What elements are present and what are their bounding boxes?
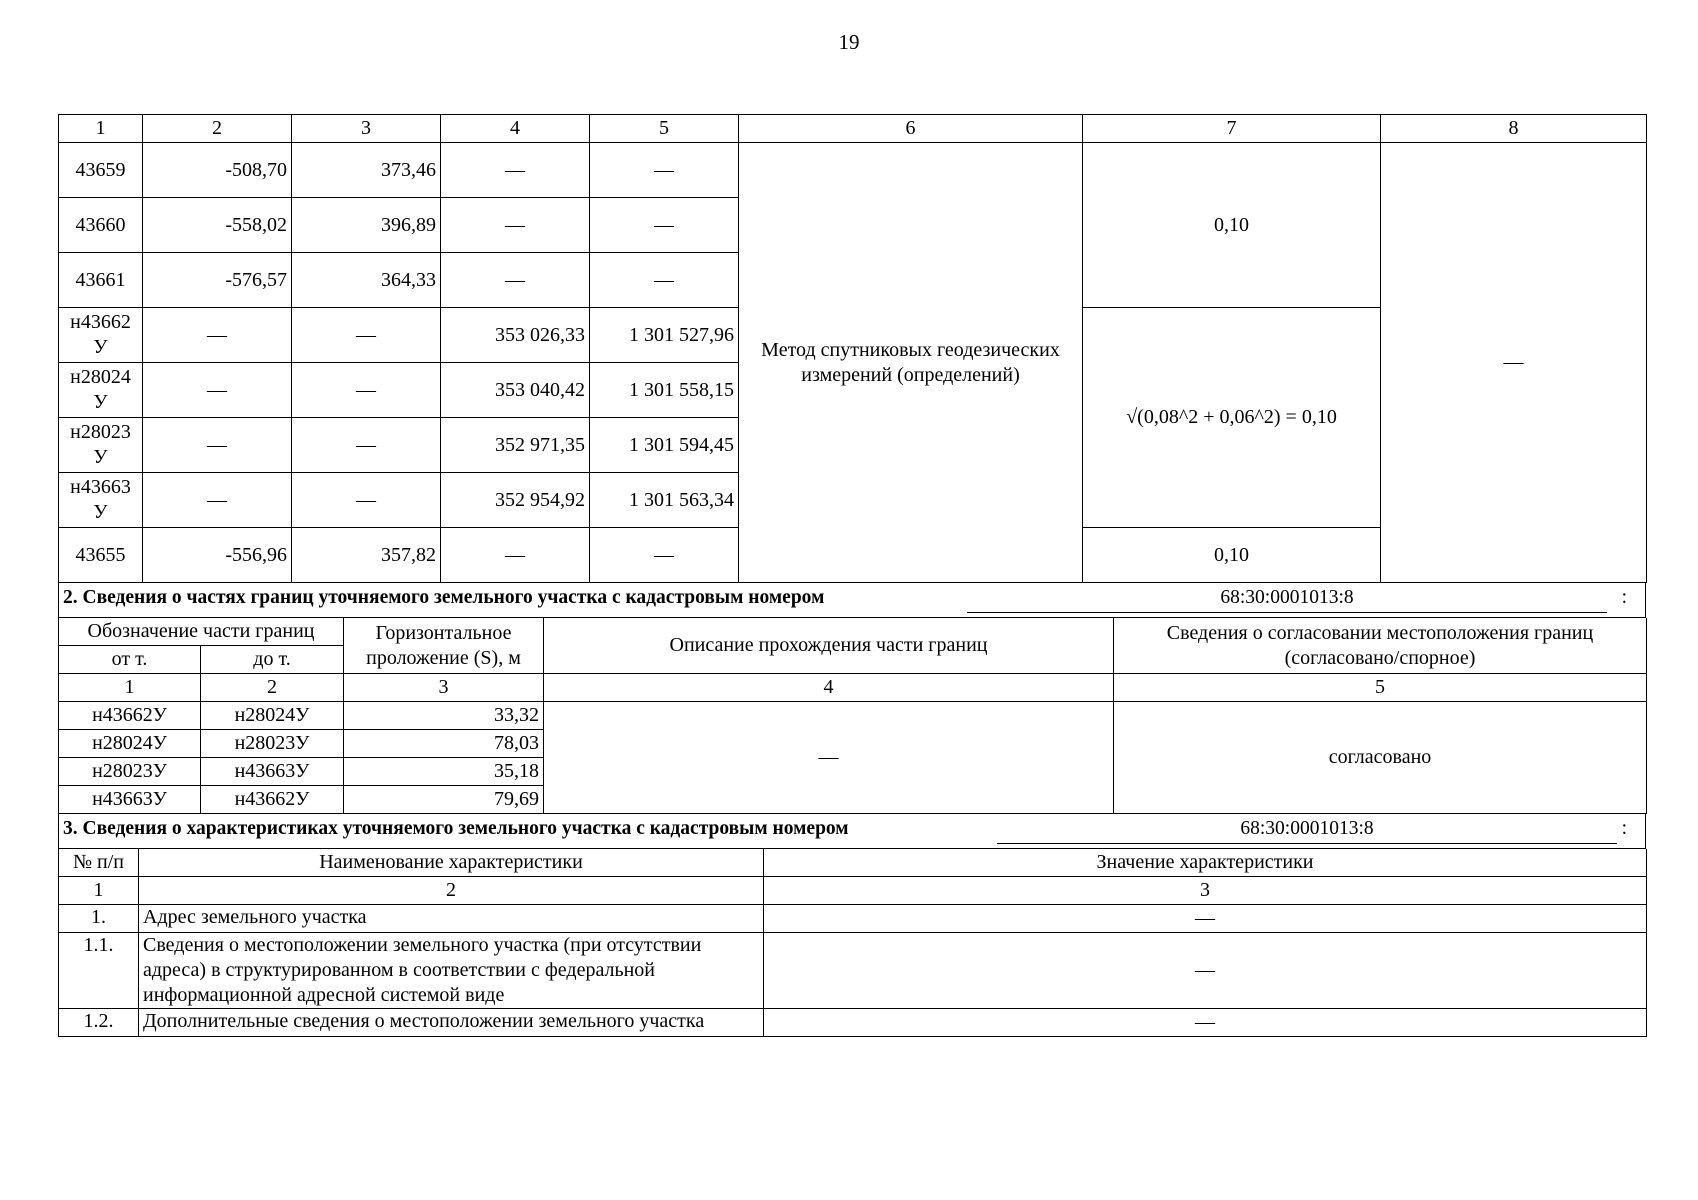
section-3-cadastral-number: 68:30:0001013:8	[997, 818, 1617, 844]
col-number: 2	[139, 877, 764, 905]
cell-y-new: —	[590, 143, 739, 198]
col-number: 5	[1114, 674, 1647, 702]
characteristic-name: Адрес земельного участка	[139, 905, 764, 933]
characteristic-value: —	[764, 1009, 1647, 1037]
cell-x-new: 353 040,42	[441, 363, 590, 418]
from-point: н28024У	[59, 730, 201, 758]
col-number: 3	[764, 877, 1647, 905]
to-point: н43662У	[201, 786, 344, 814]
from-point: н28023У	[59, 758, 201, 786]
section-3-heading	[58, 814, 1646, 849]
col8-cell: —	[1381, 143, 1647, 583]
cell-y-new: —	[590, 253, 739, 308]
cell-x: —	[143, 418, 292, 473]
header-description: Описание прохождения части границ	[544, 618, 1114, 674]
point-id: н43662 У	[59, 308, 143, 363]
cell-x: -558,02	[143, 198, 292, 253]
to-point: н43663У	[201, 758, 344, 786]
col-header: 1	[59, 115, 143, 143]
length-value: 33,32	[344, 702, 544, 730]
from-point: н43662У	[59, 702, 201, 730]
table-row	[59, 933, 1647, 1009]
header-value: Значение характеристики	[764, 849, 1647, 877]
characteristic-name: Сведения о местоположении земельного участка (при отсутствии адреса) в структурированном в соответствии с федеральной информационной адресной системой виде	[139, 933, 764, 1009]
cell-y: —	[292, 473, 441, 528]
header-from: от т.	[59, 646, 201, 674]
length-value: 79,69	[344, 786, 544, 814]
to-point: н28024У	[201, 702, 344, 730]
length-value: 78,03	[344, 730, 544, 758]
cell-y: 357,82	[292, 528, 441, 583]
document-body	[58, 114, 1646, 1037]
table-row	[59, 702, 1647, 730]
col-number: 3	[344, 674, 544, 702]
cell-x-new: 353 026,33	[441, 308, 590, 363]
cell-y-new: 1 301 527,96	[590, 308, 739, 363]
cell-x-new: —	[441, 528, 590, 583]
header-length: Горизонтальное проложение (S), м	[344, 618, 544, 674]
cell-y: —	[292, 418, 441, 473]
col-header: 4	[441, 115, 590, 143]
boundary-parts-table	[58, 618, 1647, 814]
col-header: 2	[143, 115, 292, 143]
cell-y: —	[292, 363, 441, 418]
point-id: н28024 У	[59, 363, 143, 418]
col-number: 1	[59, 674, 201, 702]
col-header: 8	[1381, 115, 1647, 143]
col-header: 3	[292, 115, 441, 143]
cell-x: -556,96	[143, 528, 292, 583]
section-2-title: 2. Сведения о частях границ уточняемого земельного участка с кадастровым номером	[63, 587, 825, 608]
cell-y: 364,33	[292, 253, 441, 308]
characteristics-table	[58, 849, 1647, 1037]
page-number: 19	[838, 30, 860, 54]
row-number: 1.2.	[59, 1009, 139, 1037]
coordinates-header-row	[59, 115, 1647, 143]
col-header: 5	[590, 115, 739, 143]
cell-x: —	[143, 308, 292, 363]
cell-y-new: 1 301 594,45	[590, 418, 739, 473]
length-value: 35,18	[344, 758, 544, 786]
from-point: н43663У	[59, 786, 201, 814]
cell-x-new: 352 971,35	[441, 418, 590, 473]
point-id: 43660	[59, 198, 143, 253]
row-number: 1.1.	[59, 933, 139, 1009]
characteristic-value: —	[764, 905, 1647, 933]
accuracy-top: 0,10	[1083, 143, 1381, 308]
method-cell: Метод спутниковых геодезических измерений (определений)	[739, 143, 1083, 583]
point-id: н43663 У	[59, 473, 143, 528]
cell-y-new: 1 301 558,15	[590, 363, 739, 418]
point-id: н28023 У	[59, 418, 143, 473]
point-id: 43659	[59, 143, 143, 198]
table-row	[59, 905, 1647, 933]
col-header: 6	[739, 115, 1083, 143]
accuracy-bottom: 0,10	[1083, 528, 1381, 583]
characteristic-value: —	[764, 933, 1647, 1009]
col-number: 2	[201, 674, 344, 702]
cell-x: —	[143, 363, 292, 418]
cell-y-new: —	[590, 198, 739, 253]
col-number: 4	[544, 674, 1114, 702]
point-id: 43661	[59, 253, 143, 308]
cell-x: -576,57	[143, 253, 292, 308]
table-row	[59, 1009, 1647, 1037]
header-to: до т.	[201, 646, 344, 674]
table-row	[59, 143, 1647, 198]
header-designation: Обозначение части границ	[59, 618, 344, 646]
cell-x-new: —	[441, 198, 590, 253]
header-num: № п/п	[59, 849, 139, 877]
section-3-title: 3. Сведения о характеристиках уточняемого земельного участка с кадастровым номером	[63, 818, 849, 839]
section-2-colon: :	[1621, 587, 1627, 608]
agreement-cell: согласовано	[1114, 702, 1647, 814]
cell-y: —	[292, 308, 441, 363]
cell-x: -508,70	[143, 143, 292, 198]
cell-y-new: —	[590, 528, 739, 583]
point-id: 43655	[59, 528, 143, 583]
section-2-cadastral-number: 68:30:0001013:8	[967, 587, 1607, 613]
section-2-heading	[58, 583, 1646, 618]
cell-y: 396,89	[292, 198, 441, 253]
col-header: 7	[1083, 115, 1381, 143]
header-agreement: Сведения о согласовании местоположения границ (согласовано/спорное)	[1114, 618, 1647, 674]
accuracy-mid: √(0,08^2 + 0,06^2) = 0,10	[1083, 308, 1381, 528]
header-name: Наименование характеристики	[139, 849, 764, 877]
row-number: 1.	[59, 905, 139, 933]
cell-x-new: 352 954,92	[441, 473, 590, 528]
col-number: 1	[59, 877, 139, 905]
cell-x-new: —	[441, 143, 590, 198]
characteristic-name: Дополнительные сведения о местоположении земельного участка	[139, 1009, 764, 1037]
cell-x: —	[143, 473, 292, 528]
coordinates-table	[58, 114, 1647, 583]
cell-y-new: 1 301 563,34	[590, 473, 739, 528]
section-3-colon: :	[1621, 818, 1627, 839]
cell-x-new: —	[441, 253, 590, 308]
cell-y: 373,46	[292, 143, 441, 198]
description-cell: —	[544, 702, 1114, 814]
to-point: н28023У	[201, 730, 344, 758]
